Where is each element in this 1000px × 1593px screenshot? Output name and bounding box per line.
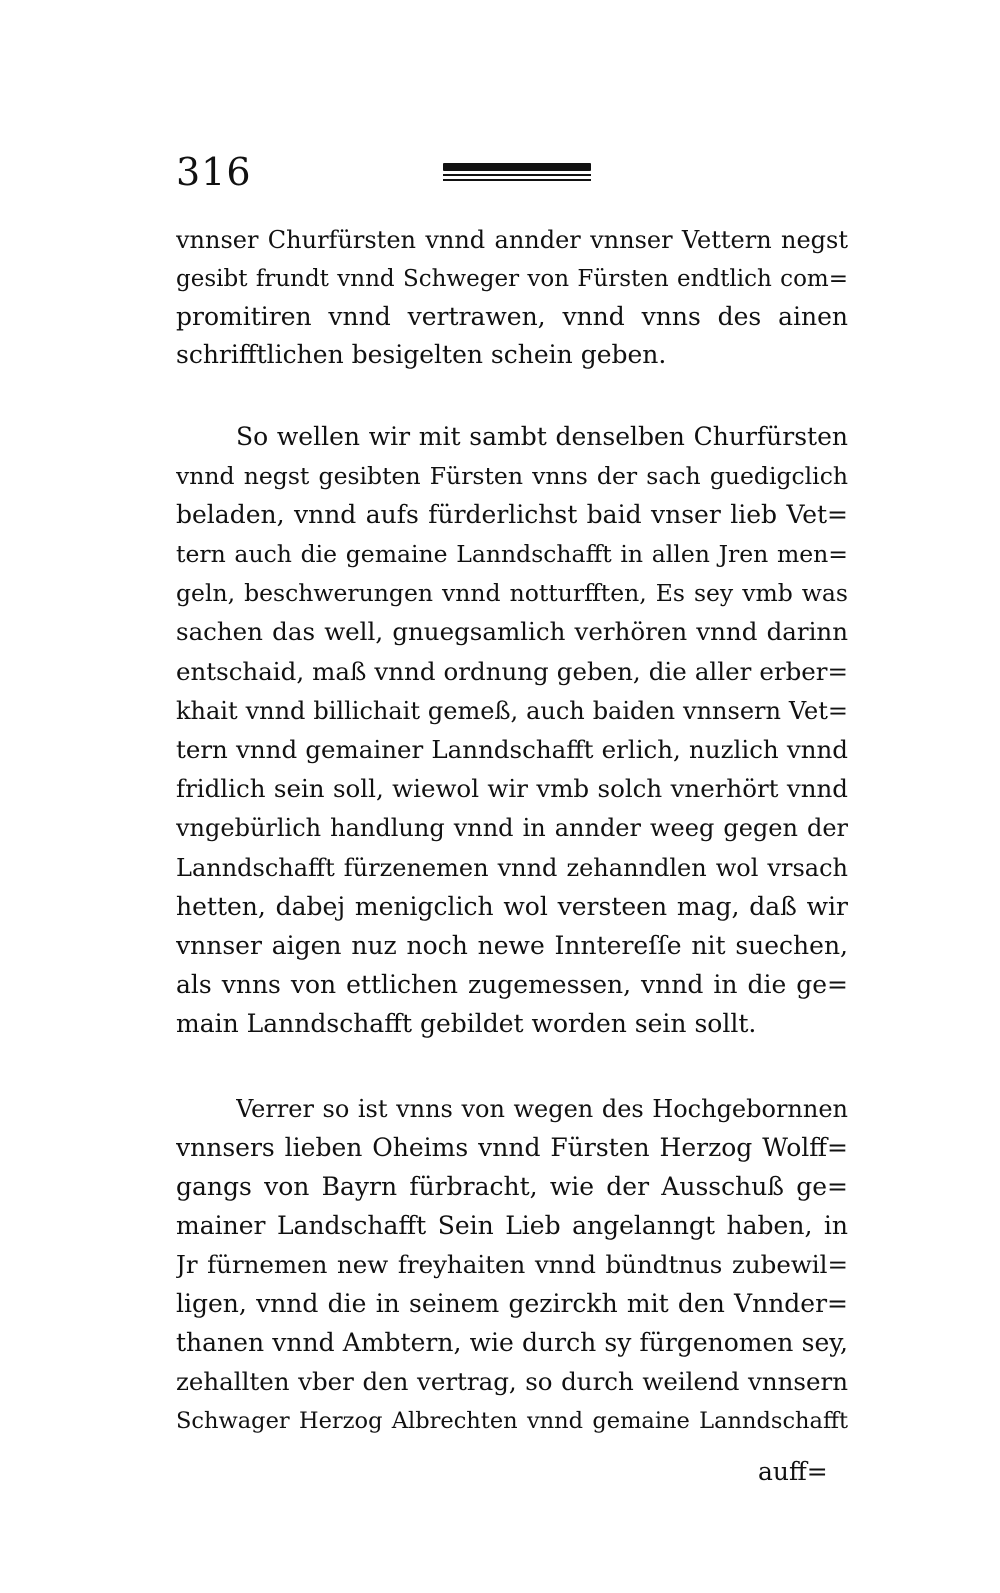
catchword: auff=: [758, 1457, 828, 1486]
text-line: als vnns von ettlichen zugemessen, vnnd in die ge=: [176, 970, 848, 999]
text-line: vnnser aigen nuz noch newe Inntereſſe nit suechen,: [176, 931, 848, 960]
header-rule: [443, 163, 591, 183]
text-line: So wellen wir mit sambt denselben Churfürsten: [236, 422, 848, 451]
header-rule-thick: [443, 163, 591, 171]
text-line: entschaid, maß vnnd ordnung geben, die aller erber=: [176, 657, 848, 686]
text-line: geln, beschwerungen vnnd notturfften, Es sey vmb was: [176, 579, 848, 607]
text-line: mainer Landschafft Sein Lieb angelanngt haben, in: [176, 1211, 848, 1240]
text-line: vnnser Churfürsten vnnd annder vnnser Vettern negst: [176, 226, 848, 254]
text-line: main Lanndschafft gebildet worden sein sollt.: [176, 1009, 757, 1038]
text-line: tern vnnd gemainer Lanndschafft erlich, nuzlich vnnd: [176, 735, 848, 764]
header-rule-thin: [443, 179, 591, 181]
text-line: vngebürlich handlung vnnd in annder weeg gegen der: [176, 814, 848, 842]
header-rule-thin: [443, 174, 591, 176]
text-line: Verrer so ist vnns von wegen des Hochgebornnen: [236, 1095, 848, 1123]
text-line: vnnd negst gesibten Fürsten vnns der sach guedigclich: [176, 462, 848, 490]
text-line: sachen das well, gnuegsamlich verhören vnnd darinn: [176, 617, 848, 646]
text-line: gesibt frundt vnnd Schweger von Fürsten endtlich com=: [176, 266, 848, 292]
page-number: 316: [176, 150, 252, 194]
text-line: gangs von Bayrn fürbracht, wie der Ausschuß ge=: [176, 1172, 848, 1201]
text-line: schrifftlichen besigelten schein geben.: [176, 340, 667, 369]
text-line: ligen, vnnd die in seinem gezirckh mit den Vnnder=: [176, 1289, 848, 1318]
text-line: hetten, dabej menigclich wol versteen mag, daß wir: [176, 892, 848, 921]
text-line: promitiren vnnd vertrawen, vnnd vnns des ainen: [176, 302, 848, 331]
text-line: vnnsers lieben Oheims vnnd Fürsten Herzog Wolff=: [176, 1133, 848, 1162]
text-line: thanen vnnd Ambtern, wie durch sy fürgenomen sey,: [176, 1328, 848, 1357]
text-line: khait vnnd billichait gemeß, auch baiden vnnsern Vet=: [176, 697, 848, 725]
text-line: beladen, vnnd aufs fürderlichst baid vnser lieb Vet=: [176, 500, 848, 529]
text-line: fridlich sein soll, wiewol wir vmb solch vnerhört vnnd: [176, 774, 848, 803]
text-line: tern auch die gemaine Lanndschafft in allen Jren men=: [176, 540, 848, 568]
text-line: Jr fürnemen new freyhaiten vnnd bündtnus zubewil=: [176, 1250, 848, 1279]
text-line: Schwager Herzog Albrechten vnnd gemaine Lanndschafft: [176, 1408, 848, 1434]
text-line: Lanndschafft fürzenemen vnnd zehanndlen wol vrsach: [176, 854, 848, 882]
text-line: zehallten vber den vertrag, so durch weilend vnnsern: [176, 1367, 848, 1396]
